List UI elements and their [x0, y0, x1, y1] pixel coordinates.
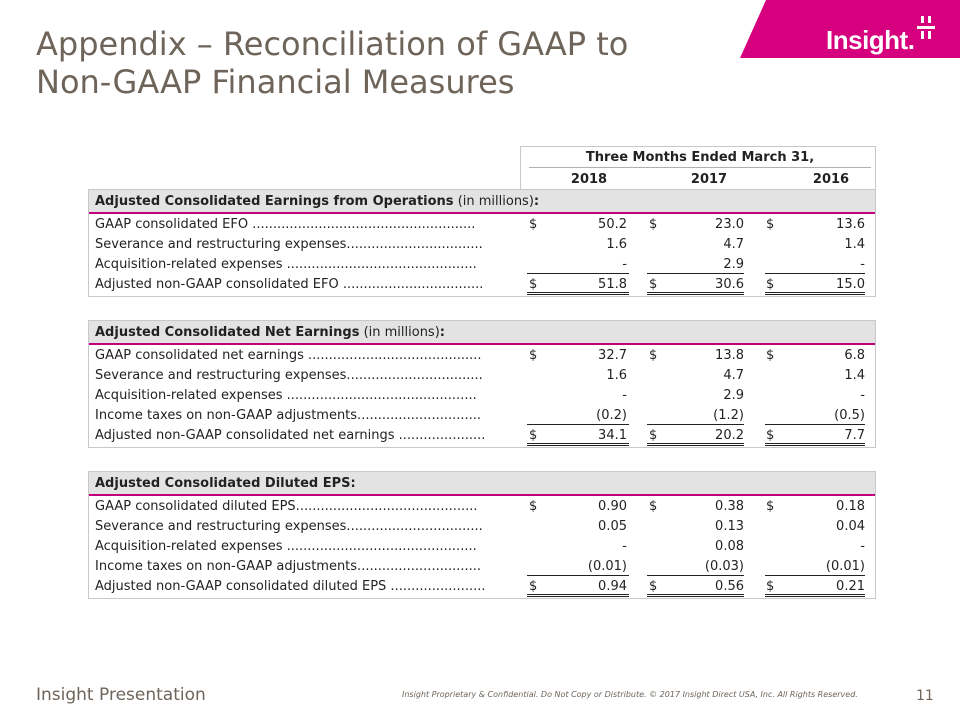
- currency-symbol: $: [649, 579, 658, 594]
- table-row: [89, 426, 875, 446]
- cell-value-2017: 0.13: [715, 519, 744, 534]
- currency-symbol: $: [529, 217, 538, 232]
- section-title: Adjusted Consolidated Earnings from Operations: [95, 194, 454, 209]
- currency-symbol: $: [649, 217, 658, 232]
- table-row: [89, 386, 875, 406]
- cell-value-2017: 2.9: [723, 388, 744, 403]
- currency-symbol: $: [529, 348, 538, 363]
- cell-value-2018: 51.8: [598, 277, 627, 292]
- cell-value-2018: 34.1: [598, 428, 627, 443]
- year-2016: 2016: [812, 172, 850, 187]
- section-heading: [89, 190, 875, 214]
- table-row: [89, 235, 875, 255]
- cell-value-2016: 15.0: [836, 277, 865, 292]
- row-label: Acquisition-related expenses ..............................................: [95, 539, 477, 554]
- cell-value-2017: 0.08: [715, 539, 744, 554]
- cell-value-2016: 0.04: [836, 519, 865, 534]
- section-heading: [89, 321, 875, 345]
- cell-value-2016: (0.01): [825, 559, 865, 574]
- currency-symbol: $: [649, 499, 658, 514]
- cell-value-2017: 13.8: [715, 348, 744, 363]
- currency-symbol: $: [766, 499, 775, 514]
- section-3: [88, 471, 876, 599]
- insight-logo: [826, 25, 914, 56]
- cell-value-2018: -: [622, 388, 627, 403]
- row-label: Severance and restructuring expenses.................................: [95, 368, 483, 383]
- row-label: GAAP consolidated EFO ......................................................: [95, 217, 476, 232]
- section-title: Adjusted Consolidated Diluted EPS:: [95, 476, 356, 491]
- cell-value-2017: 23.0: [715, 217, 744, 232]
- row-label: Severance and restructuring expenses.................................: [95, 237, 483, 252]
- year-2018: 2018: [570, 172, 608, 187]
- currency-symbol: $: [529, 499, 538, 514]
- row-label: GAAP consolidated net earnings ..........................................: [95, 348, 482, 363]
- cell-value-2018: 1.6: [606, 237, 627, 252]
- currency-symbol: $: [766, 277, 775, 292]
- table-row: [89, 537, 875, 557]
- cell-value-2016: 6.8: [844, 348, 865, 363]
- table-row: [89, 275, 875, 295]
- currency-symbol: $: [529, 428, 538, 443]
- currency-symbol: $: [766, 579, 775, 594]
- section-unit: (in millions): [453, 194, 534, 209]
- table-row: [89, 366, 875, 386]
- row-label: GAAP consolidated diluted EPS............................................: [95, 499, 478, 514]
- cell-value-2018: (0.01): [587, 559, 627, 574]
- cell-value-2016: 0.21: [836, 579, 865, 594]
- currency-symbol: $: [649, 277, 658, 292]
- page-title: [36, 25, 628, 101]
- insight-logo-mark-icon: [913, 16, 939, 42]
- currency-symbol: $: [529, 277, 538, 292]
- cell-value-2017: (0.03): [704, 559, 744, 574]
- currency-symbol: $: [529, 579, 538, 594]
- cell-value-2018: 0.05: [598, 519, 627, 534]
- cell-value-2016: 7.7: [844, 428, 865, 443]
- row-label: Severance and restructuring expenses.................................: [95, 519, 483, 534]
- cell-value-2017: 0.56: [715, 579, 744, 594]
- cell-value-2017: 30.6: [715, 277, 744, 292]
- section-heading: [89, 472, 875, 496]
- cell-value-2017: 4.7: [723, 237, 744, 252]
- cell-value-2016: -: [860, 388, 865, 403]
- table-row: [89, 406, 875, 426]
- currency-symbol: $: [766, 217, 775, 232]
- cell-value-2018: 50.2: [598, 217, 627, 232]
- cell-value-2018: 0.90: [598, 499, 627, 514]
- cell-value-2018: 0.94: [598, 579, 627, 594]
- row-label: Acquisition-related expenses ..............................................: [95, 257, 477, 272]
- cell-value-2017: 2.9: [723, 257, 744, 272]
- cell-value-2016: -: [860, 257, 865, 272]
- cell-value-2016: (0.5): [834, 408, 865, 423]
- table-row: [89, 577, 875, 597]
- cell-value-2017: 4.7: [723, 368, 744, 383]
- row-label: Adjusted non-GAAP consolidated EFO ..................................: [95, 277, 484, 292]
- row-label: Adjusted non-GAAP consolidated net earnings .....................: [95, 428, 486, 443]
- footer-presentation-label: Insight Presentation: [36, 685, 206, 705]
- cell-value-2017: 0.38: [715, 499, 744, 514]
- logo-period: .: [907, 25, 915, 55]
- section-colon: :: [439, 325, 445, 340]
- title-line-1: Appendix – Reconciliation of GAAP to: [36, 25, 629, 63]
- year-2017: 2017: [690, 172, 728, 187]
- cell-value-2018: -: [622, 257, 627, 272]
- table-row: [89, 255, 875, 275]
- section-2: [88, 320, 876, 448]
- cell-value-2017: 20.2: [715, 428, 744, 443]
- footer-confidential: Insight Proprietary & Confidential. Do Not Copy or Distribute. © 2017 Insight Direct USA, Inc. All Rights Reserved.: [402, 690, 858, 699]
- section-colon: :: [533, 194, 540, 209]
- cell-value-2018: 1.6: [606, 368, 627, 383]
- table-row: [89, 557, 875, 577]
- row-label: Adjusted non-GAAP consolidated diluted EPS .......................: [95, 579, 486, 594]
- cell-value-2018: 32.7: [598, 348, 627, 363]
- currency-symbol: $: [649, 348, 658, 363]
- table-row: [89, 346, 875, 366]
- title-line-2: Non-GAAP Financial Measures: [36, 63, 515, 101]
- logo-wordmark: Insight: [826, 25, 908, 55]
- currency-symbol: $: [649, 428, 658, 443]
- cell-value-2016: -: [860, 539, 865, 554]
- cell-value-2016: 13.6: [836, 217, 865, 232]
- row-label: Income taxes on non-GAAP adjustments..............................: [95, 559, 482, 574]
- currency-symbol: $: [766, 348, 775, 363]
- table-row: [89, 215, 875, 235]
- cell-value-2016: 0.18: [836, 499, 865, 514]
- row-label: Income taxes on non-GAAP adjustments..............................: [95, 408, 482, 423]
- column-header: [520, 146, 876, 190]
- cell-value-2016: 1.4: [844, 237, 865, 252]
- section-1: [88, 189, 876, 297]
- cell-value-2018: (0.2): [596, 408, 627, 423]
- table-row: [89, 517, 875, 537]
- section-title: Adjusted Consolidated Net Earnings: [95, 325, 360, 340]
- row-label: Acquisition-related expenses ..............................................: [95, 388, 477, 403]
- cell-value-2017: (1.2): [713, 408, 744, 423]
- cell-value-2016: 1.4: [844, 368, 865, 383]
- cell-value-2018: -: [622, 539, 627, 554]
- currency-symbol: $: [766, 428, 775, 443]
- page-number: 11: [916, 688, 934, 704]
- period-header: Three Months Ended March 31,: [529, 150, 871, 168]
- table-row: [89, 497, 875, 517]
- section-unit: (in millions): [359, 325, 440, 340]
